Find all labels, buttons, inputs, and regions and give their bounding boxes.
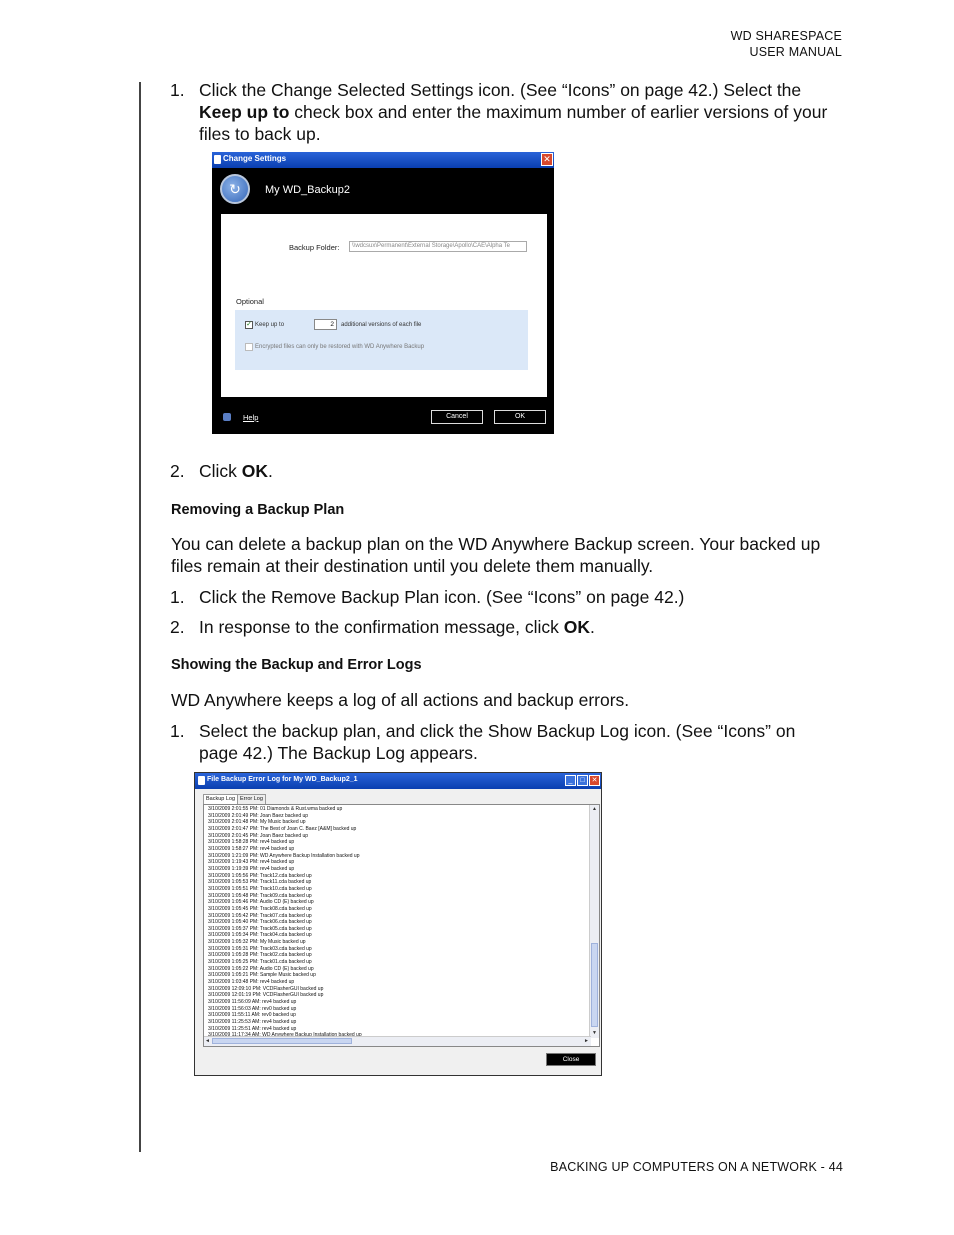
log-entry: 3/10/2009 1:05:22 PM: Audio CD (E) backed up	[208, 965, 314, 972]
removing-step2-number: 2.	[170, 617, 185, 637]
log-entry: 3/10/2009 2:01:49 PM: Joan Baez backed up	[208, 812, 309, 819]
removing-step2-ok-bold: OK	[563, 617, 591, 637]
log-entry: 3/10/2009 1:19:43 PM: rev4 backed up	[208, 859, 295, 866]
log-entry: 3/10/2009 1:05:40 PM: Track06.cda backed up	[208, 919, 312, 926]
horizontal-scroll-thumb[interactable]	[212, 1038, 352, 1044]
log-lines	[208, 806, 362, 1039]
removing-heading: Removing a Backup Plan	[171, 502, 345, 518]
log-entry: 3/10/2009 2:01:47 PM: The Best of Joan C. Baez [A&M] backed up	[208, 825, 357, 832]
log-entry: 3/10/2009 1:05:37 PM: Track05.cda backed up	[208, 925, 312, 932]
optional-label: Optional	[236, 297, 264, 306]
tab-backup-log[interactable]: Backup Log	[203, 794, 238, 804]
log-entry: 3/10/2009 1:05:32 PM: My Music backed up	[208, 939, 306, 946]
log-title-bar	[195, 773, 601, 789]
versions-label: additional versions of each file	[341, 322, 422, 328]
log-entry: 3/10/2009 1:05:56 PM: Track12.cda backed up	[208, 872, 312, 879]
cancel-button[interactable]: Cancel	[431, 410, 483, 424]
step2-ok-bold: OK	[241, 461, 269, 481]
backup-folder-label: Backup Folder:	[289, 243, 340, 252]
step1-line2-rest: check box and enter the maximum number of earlier versions of your	[289, 102, 828, 122]
log-entry: 3/10/2009 1:05:28 PM: Track02.cda backed up	[208, 952, 312, 959]
settings-panel	[221, 214, 547, 397]
removing-step1-text: Click the Remove Backup Plan icon. (See “Icons” on page 42.)	[199, 587, 685, 607]
removing-paragraph	[171, 533, 820, 577]
logs-step1-text	[199, 720, 795, 764]
removing-step2-end: .	[590, 617, 595, 637]
log-entry: 3/10/2009 12:01:19 PM: VCDFlasherGUI backed up	[208, 992, 324, 999]
dialog-title-bar	[212, 152, 554, 168]
step1-text	[199, 79, 827, 145]
log-entry: 3/10/2009 1:05:46 PM: Audio CD (E) backed up	[208, 899, 314, 906]
log-entry: 3/10/2009 1:05:21 PM: Sample Music backed up	[208, 972, 316, 979]
help-link[interactable]: Help	[243, 413, 259, 422]
scroll-left-icon[interactable]: ◄	[205, 1038, 210, 1044]
log-entry: 3/10/2009 1:05:31 PM: Track03.cda backed up	[208, 945, 312, 952]
encrypted-label: Encrypted files can only be restored with WD Anywhere Backup	[255, 344, 425, 350]
ok-button[interactable]: OK	[494, 410, 546, 424]
tab-error-log[interactable]: Error Log	[237, 794, 266, 804]
step1-line3: files to back up.	[199, 124, 321, 144]
vertical-scrollbar[interactable]	[589, 805, 599, 1038]
backup-log-dialog	[194, 772, 602, 1076]
log-entry: 3/10/2009 2:01:45 PM: Joan Baez backed up	[208, 832, 309, 839]
keep-up-to-checkbox[interactable]: ✓	[246, 321, 252, 328]
logs-heading: Showing the Backup and Error Logs	[171, 657, 422, 673]
log-entry: 3/10/2009 1:19:39 PM: rev4 backed up	[208, 865, 295, 872]
encrypted-checkbox[interactable]	[245, 343, 253, 351]
page-header	[731, 28, 842, 60]
step2-end: .	[268, 461, 273, 481]
log-entry: 3/10/2009 1:03:48 PM: rev4 backed up	[208, 979, 295, 986]
change-settings-dialog	[212, 152, 554, 434]
removing-step1-number: 1.	[170, 587, 185, 607]
log-entry: 3/10/2009 1:21:09 PM: WD Anywhere Backup Installation backed up	[208, 852, 360, 859]
step2-number: 2.	[170, 461, 185, 481]
removing-para-line1: You can delete a backup plan on the WD Anywhere Backup screen. Your backed up	[171, 534, 821, 554]
scroll-right-icon[interactable]: ►	[584, 1038, 589, 1044]
scroll-down-icon[interactable]: ▼	[592, 1030, 597, 1036]
header-product: WD SHARESPACE	[730, 29, 842, 43]
log-entry: 3/10/2009 2:01:55 PM: 01 Diamonds & Rust.wma backed up	[208, 806, 343, 812]
close-button[interactable]: Close	[546, 1053, 596, 1066]
log-entry: 3/10/2009 1:05:34 PM: Track04.cda backed up	[208, 932, 312, 939]
plan-name: My WD_Backup2	[265, 184, 350, 196]
step1-line2	[199, 101, 827, 123]
log-entry: 3/10/2009 1:05:48 PM: Track09.cda backed up	[208, 892, 312, 899]
step2-lead: Click	[199, 461, 242, 481]
log-entry: 3/10/2009 1:05:25 PM: Track01.cda backed up	[208, 959, 312, 966]
log-entry: 3/10/2009 1:05:53 PM: Track11.cda backed up	[208, 879, 312, 886]
logs-paragraph: WD Anywhere keeps a log of all actions and backup errors.	[171, 690, 630, 710]
log-entry: 3/10/2009 11:55:11 AM: rev0 backed up	[208, 1012, 296, 1019]
log-entry: 3/10/2009 11:56:03 AM: rev0 backed up	[208, 1005, 297, 1012]
optional-box	[235, 310, 528, 370]
removing-step2-text	[199, 616, 595, 638]
log-entry: 3/10/2009 1:05:45 PM: Track08.cda backed up	[208, 905, 312, 912]
log-dialog-title: File Backup Error Log for My WD_Backup2_1	[207, 776, 358, 783]
versions-stepper[interactable]: 2	[314, 319, 337, 330]
log-entry: 3/10/2009 1:05:42 PM: Track07.cda backed up	[208, 912, 312, 919]
backup-folder-input[interactable]: \\wdcsux\Permanent\External Storage\Apollo\CAE\Alpha Te	[349, 241, 527, 252]
removing-step2-lead: In response to the confirmation message, click	[199, 617, 564, 637]
log-list[interactable]	[203, 804, 600, 1047]
log-entry: 3/10/2009 11:56:09 AM: rev4 backed up	[208, 999, 297, 1006]
vertical-scroll-thumb[interactable]	[591, 943, 598, 1027]
header-manual: USER MANUAL	[749, 45, 842, 59]
wd-backup-logo-icon: ↻	[220, 174, 250, 204]
dialog-title: Change Settings	[223, 154, 287, 163]
app-icon	[214, 155, 221, 164]
keep-up-to-label: Keep up to	[255, 322, 285, 328]
step2-text	[199, 460, 273, 482]
app-icon	[198, 776, 205, 785]
step1-number: 1.	[170, 80, 185, 100]
logs-step1-line1: Select the backup plan, and click the Show Backup Log icon. (See “Icons” on	[199, 721, 796, 741]
log-entry: 3/10/2009 1:05:51 PM: Track10.cda backed up	[208, 885, 312, 892]
step1-line1: Click the Change Selected Settings icon. (See “Icons” on page 42.) Select the	[199, 80, 802, 100]
maximize-icon[interactable]: □	[577, 775, 588, 786]
log-entry: 3/10/2009 11:25:51 AM: rev4 backed up	[208, 1025, 297, 1032]
log-entry: 3/10/2009 1:58:28 PM: rev4 backed up	[208, 839, 295, 846]
scroll-up-icon[interactable]: ▲	[592, 806, 597, 812]
horizontal-scrollbar[interactable]	[204, 1036, 591, 1046]
help-icon	[223, 413, 231, 421]
log-entry: 3/10/2009 2:01:48 PM: My Music backed up	[208, 819, 306, 826]
logs-step1-number: 1.	[170, 721, 185, 741]
keep-up-to-bold: Keep up to	[199, 102, 290, 122]
margin-rule	[139, 82, 141, 1152]
logs-step1-line2: page 42.) The Backup Log appears.	[199, 743, 478, 763]
page-footer: BACKING UP COMPUTERS ON A NETWORK - 44	[550, 1160, 843, 1174]
log-entry: 3/10/2009 12:09:10 PM: VCDFlasherGUI backed up	[208, 985, 324, 992]
log-entry: 3/10/2009 11:25:53 AM: rev4 backed up	[208, 1019, 297, 1025]
close-icon[interactable]: ✕	[541, 153, 553, 166]
log-entry: 3/10/2009 1:58:27 PM: rev4 backed up	[208, 845, 295, 852]
close-icon[interactable]: ✕	[589, 775, 600, 786]
minimize-icon[interactable]: _	[565, 775, 576, 786]
removing-para-line2: files remain at their destination until you delete them manually.	[171, 556, 654, 576]
